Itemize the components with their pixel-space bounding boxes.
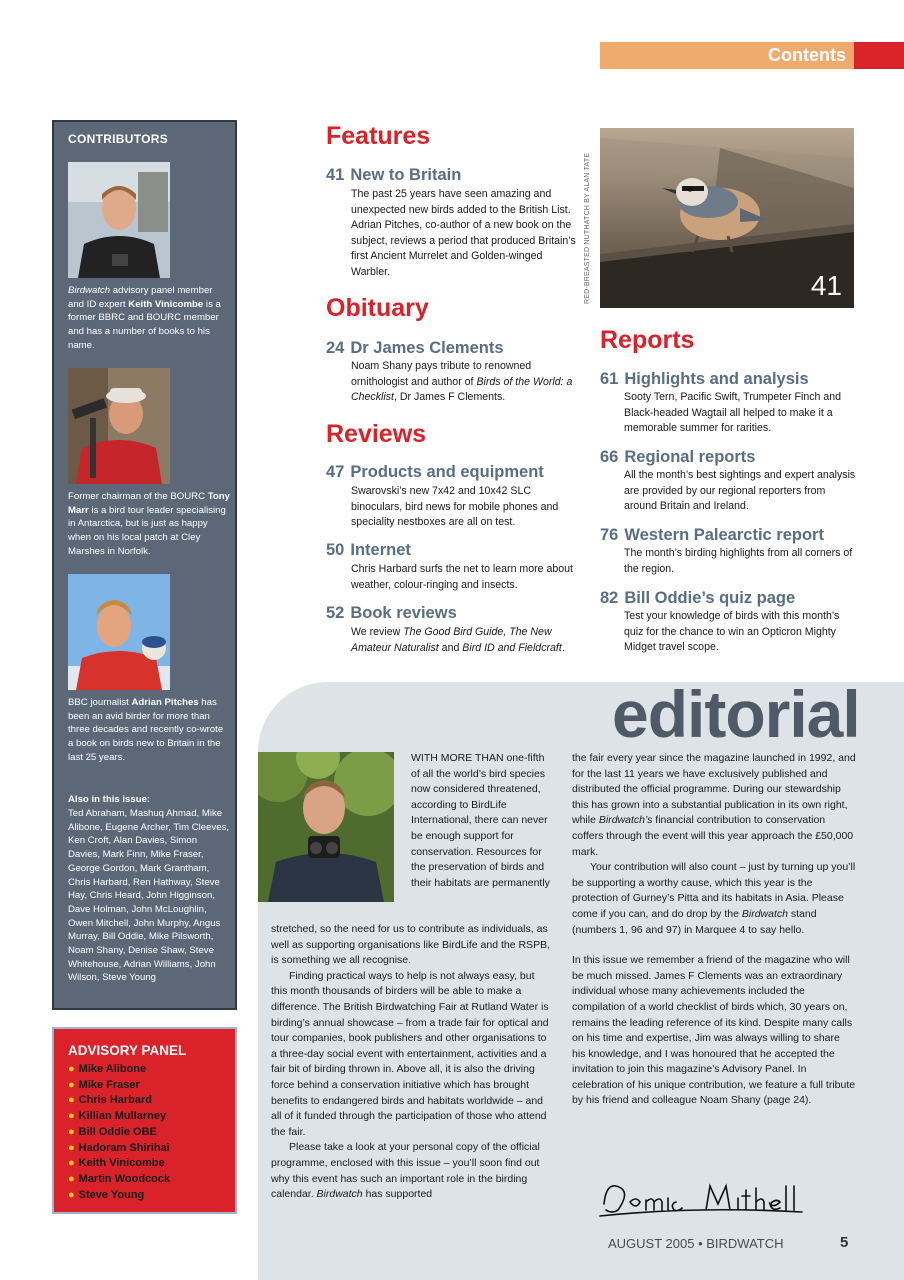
- contributor-bio-keith: Birdwatch advisory panel member and ID expert Keith Vinicombe is a former BBRC and BOURC member and has a number of books to his name.: [68, 285, 221, 351]
- contributor-bio-tony: Former chairman of the BOURC Tony Marr is a bird tour leader specialising in Antarctica, but is just as happy when on his local patch at Cley Marshes in Norfolk.: [68, 491, 230, 557]
- toc-entry-title[interactable]: 82 Bill Oddie’s quiz page: [600, 589, 796, 607]
- also-in-issue-list: Ted Abraham, Mashuq Ahmad, Mike Alibone, Eugene Archer, Tim Cleeves, Ken Croft, Alan Davies, Simon Davies, Mark Finn, Mike Fraser, George Gordon, Mark Grantham, Chris Harbard, Ren Hathway, Steve Hay, Chris Heard, John Higginson, Dave Holman, John McLoughlin, Owen Mitchell, John Murphy, Angus Murray, Bill Oddie, Mike Pilsworth, Noam Shany, Denise Shaw, Steve Whitehouse, Adrian Williams, John Wilson, Steve Young: [68, 808, 230, 984]
- editorial-intro: WITH MORE THAN one-fifth of all the world’s bird species now considered threatened, according to BirdLife International, there can never be enough support for conservation. Resources for the preservation of birds and their habitats are permanently: [411, 752, 550, 889]
- photo-page-ref: 41: [810, 270, 842, 301]
- toc-entry-title[interactable]: 66 Regional reports: [600, 448, 756, 466]
- advisory-member: ● Martin Woodcock: [68, 1172, 171, 1185]
- toc-entry-desc: All the month’s best sightings and expert analysis are provided by our regional reporters from around Britain and Ireland.: [624, 469, 856, 512]
- header-accent: [854, 42, 904, 69]
- contributors-title: CONTRIBUTORS: [68, 132, 169, 146]
- toc-entry-title[interactable]: 47 Products and equipment: [326, 463, 544, 481]
- toc-entry-desc: Test your knowledge of birds with this month’s quiz for the chance to win an Opticron Mighty Midget travel scope.: [624, 610, 840, 653]
- toc-entry-title[interactable]: 52 Book reviews: [326, 604, 457, 622]
- toc-entry-title[interactable]: 50 Internet: [326, 541, 411, 559]
- toc-entry-desc: Chris Harbard surfs the net to learn more about weather, colour-ringing and insects.: [351, 563, 573, 591]
- advisory-member: ● Killian Mullarney: [68, 1110, 167, 1123]
- editor-signature: [596, 1176, 806, 1220]
- editorial-title: editorial: [612, 677, 860, 751]
- advisory-member: ● Mike Alibone: [68, 1063, 147, 1075]
- toc-entry-title[interactable]: 24 Dr James Clements: [326, 339, 504, 357]
- toc-entry-desc: Noam Shany pays tribute to renowned ornithologist and author of Birds of the World: a Checklist, Dr James F Clements.: [351, 360, 573, 403]
- toc-entry-desc: We review The Good Bird Guide, The New Amateur Naturalist and Bird ID and Fieldcraft.: [351, 626, 565, 654]
- toc-entry-desc: Swarovski’s new 7x42 and 10x42 SLC binoculars, bird news for mobile phones and speciality nestboxes are all on test.: [351, 485, 559, 528]
- advisory-member: ● Steve Young: [68, 1188, 145, 1201]
- reviews-heading: Reviews: [326, 420, 427, 448]
- toc-entry-desc: Sooty Tern, Pacific Swift, Trumpeter Finch and Black-headed Wagtail all helped to make it a memorable summer for rarities.: [624, 391, 842, 434]
- advisory-panel: [52, 1027, 237, 1214]
- features-heading: Features: [326, 122, 431, 150]
- advisory-member: ● Chris Harbard: [68, 1094, 153, 1107]
- contents-heading: Contents: [768, 45, 846, 65]
- editor-photo: [258, 752, 394, 902]
- nuthatch-photo[interactable]: [600, 128, 854, 308]
- advisory-member: ● Bill Oddie OBE: [68, 1125, 157, 1138]
- contributor-photo-keith: [68, 162, 170, 278]
- contributor-photo-tony: [68, 368, 170, 484]
- contributor-bio-adrian: BBC journalist Adrian Pitches has been an avid birder for more than three decades and recently co-wrote a book on birds new to Britain in the last 25 years.: [68, 697, 224, 763]
- advisory-member: ● Hadoram Shirihai: [68, 1141, 170, 1154]
- contributor-photo-adrian: [68, 574, 170, 690]
- page-number: 5: [840, 1234, 849, 1251]
- toc-entry-desc: The month’s birding highlights from all corners of the region.: [624, 547, 853, 575]
- editorial-column-1: stretched, so the need for us to contribute as individuals, as well as supporting organisations like BirdLife and the RSPB, is something we all recognise. Finding practical ways to help is not always easy, but this month thousands of birders will be able to make a difference. The British Birdwatching Fair at Rutland Water is birding’s annual showcase – from a trade fair for optical and tour companies, book publishers and other organisations to a three-day social event with entertainment, activities and a fair bit of birding thrown in. Above all, it is also the driving force behind a conservation initiative which has brought benefits to endangered birds and habitats worldwide – and all of it funded through the participation of those who attend the fair. Please take a look at your personal copy of the official programme, enclosed with this issue – you’ll soon find out why this event has such an important role in the birding calendar. Birdwatch has supported: [271, 923, 550, 1201]
- obituary-heading: Obituary: [326, 294, 429, 322]
- advisory-member: ● Keith Vinicombe: [68, 1157, 165, 1170]
- toc-entry-desc: The past 25 years have seen amazing and unexpected new birds added to the British List. Adrian Pitches, co-author of a new book on the subject, reviews a period that produced Britain’s first Ancient Murrelet and Golden-winged Warbler.: [351, 188, 576, 278]
- toc-entry-title[interactable]: 76 Western Palearctic report: [600, 526, 824, 544]
- advisory-title: ADVISORY PANEL: [68, 1043, 187, 1058]
- photo-credit: RED-BREASTED NUTHATCH BY ALAN TATE: [584, 152, 591, 304]
- contributors-panel: [52, 120, 237, 1010]
- advisory-member: ● Mike Fraser: [68, 1078, 140, 1091]
- advisory-list: [68, 1062, 170, 1203]
- toc-entry-title[interactable]: 41 New to Britain: [326, 166, 462, 184]
- toc-entry-title[interactable]: 61 Highlights and analysis: [600, 370, 809, 388]
- also-in-issue-title: Also in this issue:: [68, 794, 151, 805]
- reports-heading: Reports: [600, 326, 695, 354]
- issue-footer: AUGUST 2005 • BIRDWATCH: [608, 1236, 784, 1251]
- editorial-column-2: the fair every year since the magazine launched in 1992, and for the last 11 years we have exclusively published and distributed the official programme. During our stewardship this has grown into a substantial publication in its own right, while Birdwatch’s financial contribution to conservation coffers through the event will this year approach the £50,000 mark. Your contribution will also count – just by turning up you’ll be supporting a worthy cause, which this year is the protection of Gurney’s Pitta and its habitats in Asia. Please come if you can, and do drop by the Birdwatch stand (numbers 1, 96 and 97) in Marquee 4 to say hello. In this issue we remember a friend of the magazine who will be much missed. James F Clements was an extraordinary individual whose many achievements included the compilation of a world checklist of birds which, 30 years on, remains the leading reference of its kind. Despite many calls on his time and expertise, Jim was always willing to share his knowledge, and I was honoured that he accepted the invitation to join this magazine’s Advisory Panel. In celebration of his unique contribution, we feature a full tribute by his friend and colleague Noam Shany (page 24).: [572, 752, 856, 1107]
